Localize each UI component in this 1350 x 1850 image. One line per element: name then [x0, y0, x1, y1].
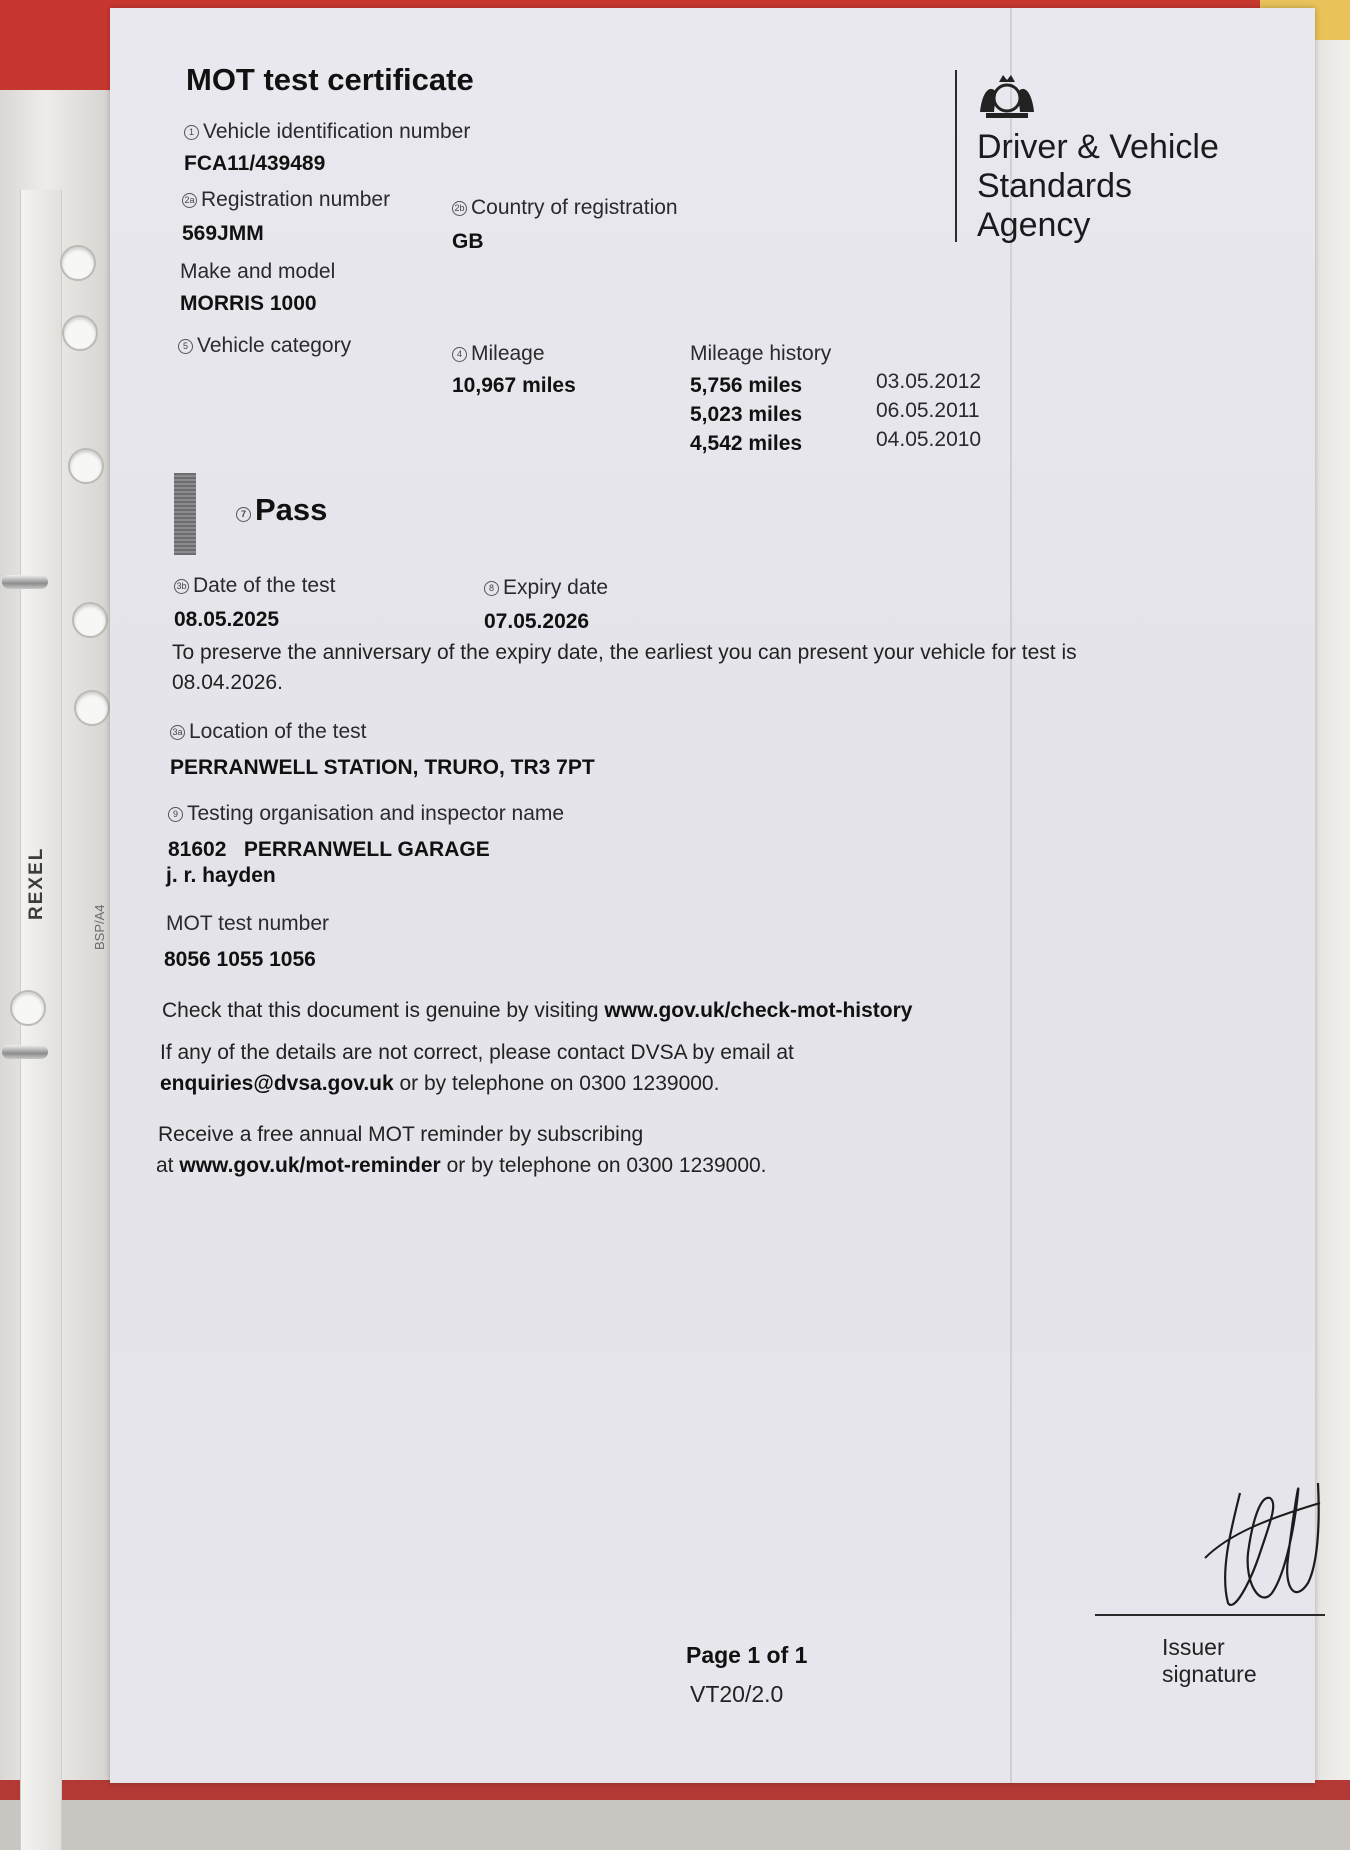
country-label: 2b Country of registration: [452, 196, 678, 220]
registration-value: 569JMM: [182, 222, 264, 245]
location-value: PERRANWELL STATION, TRURO, TR3 7PT: [170, 756, 595, 779]
expiry-date-label: 8 Expiry date: [484, 576, 608, 600]
royal-crest-icon: [972, 70, 1042, 122]
reminder-text-line2: at www.gov.uk/mot-reminder or by telephone on 0300 1239000.: [156, 1154, 767, 1177]
anniversary-note: To preserve the anniversary of the expiry date, the earliest you can present your vehicle for test is: [172, 641, 1077, 664]
punch-hole: [68, 448, 104, 484]
field-number-badge: 3a: [170, 725, 185, 740]
field-number-badge: 7: [236, 507, 251, 522]
check-mot-history-link: www.gov.uk/check-mot-history: [604, 999, 913, 1022]
mot-certificate-sheet: [110, 8, 1315, 1783]
field-number-badge: 3b: [174, 579, 189, 594]
issuer-signature-scribble: [1200, 1463, 1325, 1613]
paper-fold-line: [1010, 8, 1012, 1783]
location-label: 3a Location of the test: [170, 720, 366, 744]
field-number-badge: 5: [178, 339, 193, 354]
binder-ring: [2, 1045, 48, 1059]
mot-test-number-value: 8056 1055 1056: [164, 948, 316, 971]
field-number-badge: 1: [184, 125, 199, 140]
binder-ring: [2, 575, 48, 589]
certificate-title: MOT test certificate: [186, 62, 474, 97]
testing-organisation-value: [168, 838, 490, 862]
contact-text-line2: enquiries@dvsa.gov.uk or by telephone on 0300 1239000.: [160, 1072, 720, 1095]
form-code: VT20/2.0: [690, 1681, 784, 1707]
field-number-badge: 8: [484, 581, 499, 596]
issuer-signature-label: Issuer signature: [1162, 1634, 1257, 1687]
make-model-value: MORRIS 1000: [180, 292, 317, 315]
inspector-name: j. r. hayden: [166, 864, 276, 887]
vin-value: FCA11/439489: [184, 152, 326, 175]
punch-hole: [62, 315, 98, 351]
make-model-label: Make and model: [180, 260, 336, 283]
mileage-label: 4 Mileage: [452, 342, 545, 366]
organisation-id: 81602: [168, 838, 227, 861]
mileage-history-date: 06.05.2011: [876, 399, 980, 422]
organisation-name: PERRANWELL GARAGE: [243, 838, 490, 861]
binder-brand: REXEL: [26, 846, 47, 920]
testing-organisation-label: 9 Testing organisation and inspector name: [168, 802, 564, 826]
page-number: Page 1 of 1: [686, 1642, 808, 1668]
mileage-history-miles: 4,542 miles: [690, 432, 803, 455]
contact-text: If any of the details are not correct, please contact DVSA by email at: [160, 1041, 794, 1064]
field-number-badge: 2b: [452, 201, 467, 216]
field-number-badge: 2a: [182, 193, 197, 208]
expiry-date-value: 07.05.2026: [484, 610, 590, 633]
punch-hole: [74, 690, 110, 726]
mileage-value: 10,967 miles: [452, 374, 576, 397]
mileage-history-date: 04.05.2010: [876, 428, 982, 451]
mileage-history-miles: 5,023 miles: [690, 403, 803, 426]
dvsa-email: enquiries@dvsa.gov.uk: [160, 1072, 394, 1095]
mot-test-number-label: MOT test number: [166, 912, 329, 935]
punch-hole: [10, 990, 46, 1026]
field-number-badge: 4: [452, 347, 467, 362]
test-result: 7 Pass: [236, 492, 327, 528]
agency-name: Driver & Vehicle Standards Agency: [977, 128, 1219, 244]
mot-reminder-link: www.gov.uk/mot-reminder: [179, 1154, 441, 1177]
registration-label: 2a Registration number: [182, 188, 390, 212]
binder-code: BSP/A4: [92, 904, 107, 950]
country-value: GB: [452, 230, 484, 253]
field-number-badge: 9: [168, 807, 183, 822]
signature-line: [1095, 1614, 1325, 1616]
result-marker-bar: [174, 473, 196, 555]
vin-label: 1 Vehicle identification number: [184, 120, 470, 144]
mileage-history-date: 03.05.2012: [876, 370, 982, 393]
vehicle-category-label: 5 Vehicle category: [178, 334, 351, 358]
test-date-label: 3b Date of the test: [174, 574, 335, 598]
reminder-text: Receive a free annual MOT reminder by subscribing: [158, 1123, 644, 1146]
punch-hole: [60, 245, 96, 281]
punch-hole: [72, 602, 108, 638]
mileage-history-miles: 5,756 miles: [690, 374, 803, 397]
ring-binder: [0, 90, 113, 1780]
mileage-history-label: Mileage history: [690, 342, 832, 365]
check-genuine-text: Check that this document is genuine by visiting www.gov.uk/check-mot-history: [162, 999, 913, 1022]
agency-divider: [955, 70, 957, 242]
test-date-value: 08.05.2025: [174, 608, 280, 631]
earliest-test-date: 08.04.2026.: [172, 671, 283, 694]
